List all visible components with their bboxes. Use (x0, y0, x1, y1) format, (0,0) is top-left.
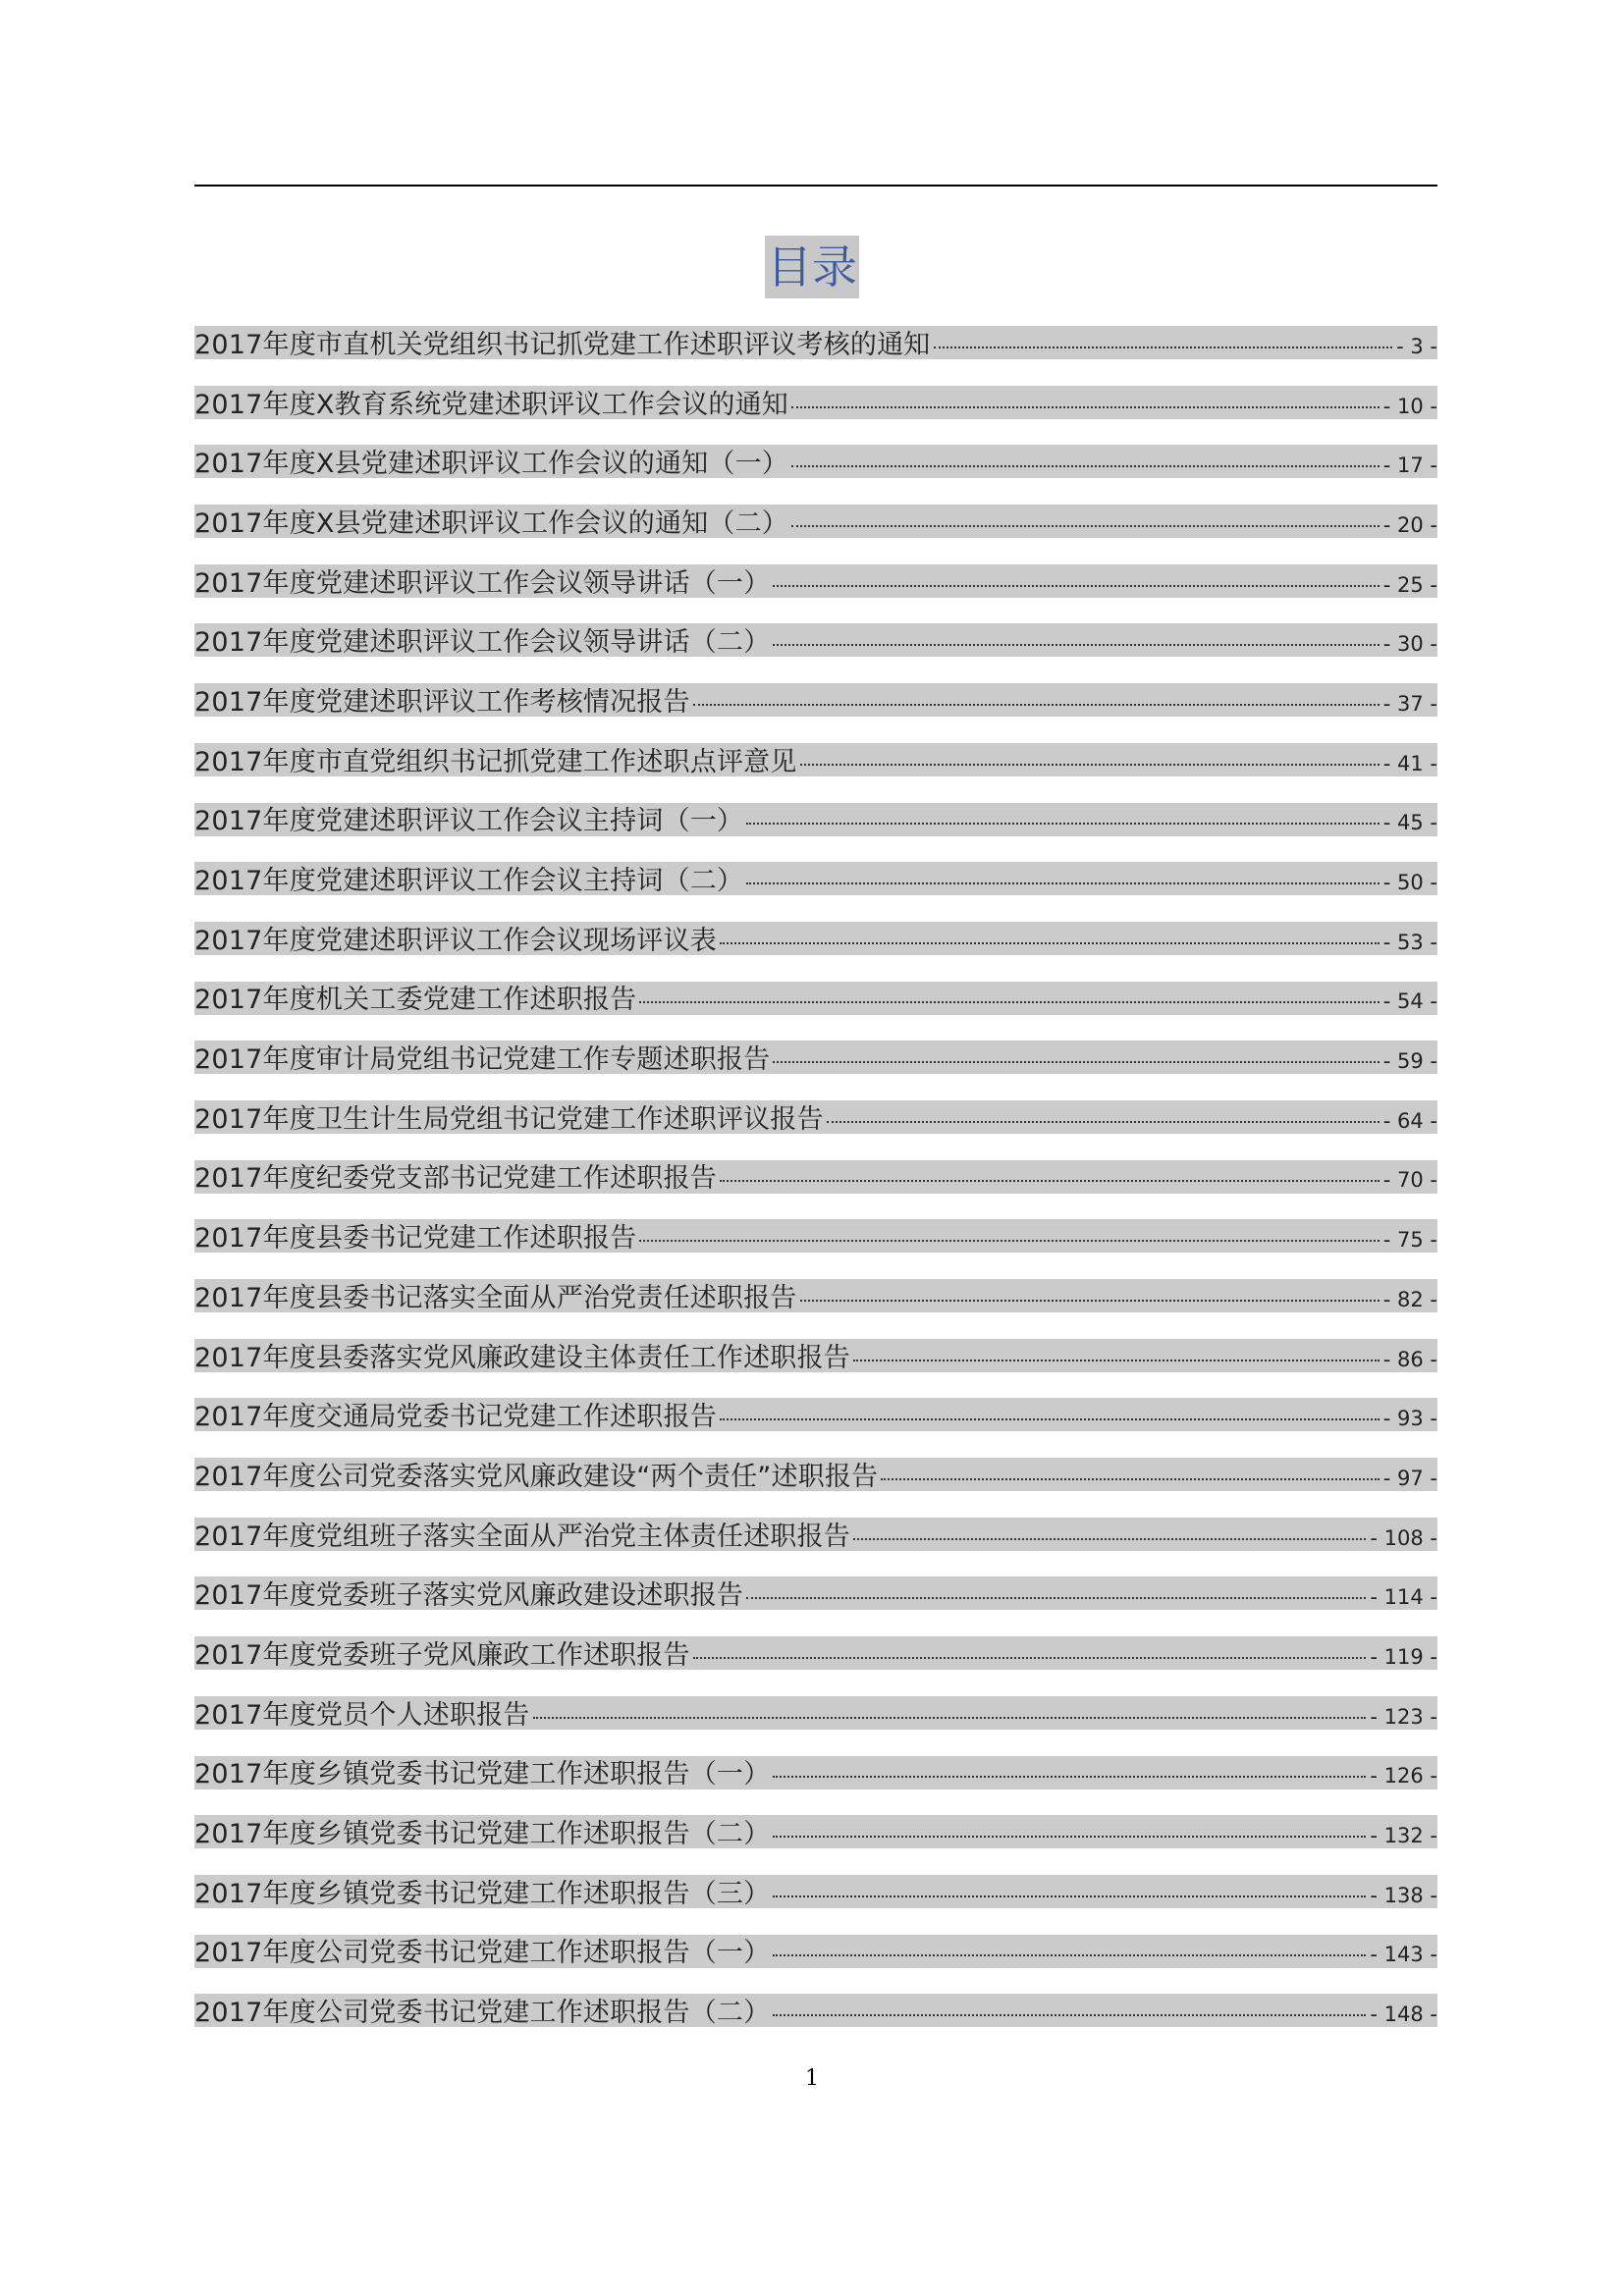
toc-entry-title[interactable]: 2017年度卫生计生局党组书记党建工作述职评议报告 (194, 1103, 824, 1135)
toc-entry[interactable] (194, 848, 1437, 908)
toc-dot-leader (800, 764, 1380, 766)
toc-dot-leader (746, 823, 1380, 825)
toc-entry[interactable] (194, 1325, 1437, 1385)
toc-entry-row (194, 620, 1437, 659)
toc-entry[interactable] (194, 1921, 1437, 1981)
toc-title: 目录 (765, 236, 859, 298)
toc-entry-title[interactable]: 2017年度X县党建述职评议工作会议的通知（一） (194, 449, 789, 480)
toc-dot-leader (773, 1954, 1366, 1956)
toc-dot-leader (693, 1657, 1367, 1659)
toc-entry-row (194, 561, 1437, 600)
toc-entry-title[interactable]: 2017年度公司党委书记党建工作述职报告（一） (194, 1938, 771, 1969)
toc-entry-title[interactable]: 2017年度党建述职评议工作会议现场评议表 (194, 925, 717, 956)
toc-entry-page-number[interactable]: - 70 - (1382, 1168, 1437, 1193)
toc-entry[interactable] (194, 1980, 1437, 2040)
toc-entry-title[interactable]: 2017年度机关工委党建工作述职报告 (194, 985, 637, 1016)
toc-entry[interactable] (194, 1682, 1437, 1742)
toc-entry[interactable] (194, 551, 1437, 611)
toc-entry-title[interactable]: 2017年度乡镇党委书记党建工作述职报告（三） (194, 1878, 771, 1909)
toc-entry-page-number[interactable]: - 97 - (1382, 1466, 1437, 1490)
toc-entry-title[interactable]: 2017年度党组班子落实全面从严治党主体责任述职报告 (194, 1521, 850, 1552)
toc-entry-title[interactable]: 2017年度县委书记落实全面从严治党责任述职报告 (194, 1282, 797, 1313)
toc-entry-row (194, 799, 1437, 837)
toc-entry-page-number[interactable]: - 114 - (1370, 1585, 1437, 1610)
toc-entry-title[interactable]: 2017年度党建述职评议工作会议主持词（一） (194, 806, 744, 837)
toc-entry-title[interactable]: 2017年度公司党委书记党建工作述职报告（二） (194, 1998, 771, 2029)
toc-entry-row (194, 1276, 1437, 1314)
toc-entry-row (194, 1395, 1437, 1433)
toc-entry-page-number[interactable]: - 119 - (1370, 1644, 1437, 1669)
toc-entry[interactable] (194, 968, 1437, 1028)
toc-entry-page-number[interactable]: - 3 - (1396, 334, 1437, 358)
toc-entry-row (194, 859, 1437, 897)
toc-entry-page-number[interactable]: - 123 - (1370, 1704, 1437, 1729)
toc-entry[interactable] (194, 1563, 1437, 1623)
toc-entry-title[interactable]: 2017年度市直党组织书记抓党建工作述职点评意见 (194, 746, 797, 777)
toc-entry-row (194, 1872, 1437, 1910)
toc-entry-title[interactable]: 2017年度县委落实党风廉政建设主体责任工作述职报告 (194, 1342, 850, 1373)
toc-entry[interactable] (194, 1623, 1437, 1682)
toc-dot-leader (773, 1836, 1366, 1838)
toc-dot-leader (800, 1300, 1380, 1302)
toc-entry-title[interactable]: 2017年度市直机关党组织书记抓党建工作述职评议考核的通知 (194, 329, 931, 360)
toc-entry-page-number[interactable]: - 108 - (1370, 1525, 1437, 1550)
toc-entry-title[interactable]: 2017年度审计局党组书记党建工作专题述职报告 (194, 1044, 771, 1076)
toc-entry[interactable] (194, 431, 1437, 491)
toc-entry[interactable] (194, 1861, 1437, 1921)
toc-entry-page-number[interactable]: - 45 - (1382, 811, 1437, 835)
toc-dot-leader (720, 942, 1380, 944)
toc-entry[interactable] (194, 1384, 1437, 1444)
toc-entry-page-number[interactable]: - 93 - (1382, 1407, 1437, 1431)
toc-dot-leader (773, 644, 1379, 646)
toc-entry-title[interactable]: 2017年度X教育系统党建述职评议工作会议的通知 (194, 389, 789, 420)
toc-entry-title[interactable]: 2017年度交通局党委书记党建工作述职报告 (194, 1402, 717, 1433)
toc-dot-leader (881, 1478, 1379, 1480)
toc-dot-leader (773, 2014, 1366, 2016)
toc-entry-row (194, 740, 1437, 778)
toc-dot-leader (934, 347, 1393, 348)
toc-entry[interactable] (194, 669, 1437, 729)
toc-entry[interactable] (194, 1205, 1437, 1265)
toc-dot-leader (853, 1538, 1366, 1540)
toc-entry-row (194, 1752, 1437, 1790)
toc-entry-row (194, 1931, 1437, 1969)
toc-dot-leader (746, 1597, 1366, 1599)
toc-entry[interactable] (194, 1265, 1437, 1325)
toc-entry-page-number[interactable]: - 50 - (1382, 871, 1437, 895)
toc-entry-title[interactable]: 2017年度党建述职评议工作会议领导讲话（一） (194, 567, 771, 599)
page-number: 1 (805, 2066, 819, 2091)
toc-entry[interactable] (194, 372, 1437, 432)
toc-dot-leader (773, 1776, 1366, 1778)
toc-entry-page-number[interactable]: - 64 - (1382, 1108, 1437, 1133)
toc-entry[interactable] (194, 312, 1437, 372)
toc-entry-page-number[interactable]: - 75 - (1382, 1228, 1437, 1253)
toc-entry-row (194, 1991, 1437, 2029)
toc-entry-row (194, 1633, 1437, 1672)
toc-entry[interactable] (194, 1444, 1437, 1504)
toc-dot-leader (773, 585, 1379, 587)
toc-entry-title[interactable]: 2017年度党委班子落实党风廉政建设述职报告 (194, 1580, 744, 1612)
toc-entry-title[interactable]: 2017年度乡镇党委书记党建工作述职报告（二） (194, 1819, 771, 1850)
toc-entry-page-number[interactable]: - 143 - (1370, 1943, 1437, 1967)
toc-entry-page-number[interactable]: - 20 - (1382, 512, 1437, 537)
toc-entry-row (194, 680, 1437, 719)
toc-entry-page-number[interactable]: - 138 - (1370, 1883, 1437, 1907)
toc-entry-title[interactable]: 2017年度党员个人述职报告 (194, 1699, 530, 1731)
toc-dot-leader (853, 1360, 1380, 1362)
toc-entry-title[interactable]: 2017年度X县党建述职评议工作会议的通知（二） (194, 507, 789, 539)
toc-entry-page-number[interactable]: - 59 - (1382, 1049, 1437, 1074)
toc-entry-row (194, 1216, 1437, 1255)
toc-entry[interactable] (194, 1087, 1437, 1147)
toc-entry[interactable] (194, 908, 1437, 968)
toc-entry-title[interactable]: 2017年度乡镇党委书记党建工作述职报告（一） (194, 1759, 771, 1790)
toc-entry[interactable] (194, 1504, 1437, 1564)
toc-entry-row (194, 1515, 1437, 1553)
toc-entry-title[interactable]: 2017年度公司党委落实党风廉政建设“两个责任”述职报告 (194, 1461, 879, 1492)
toc-entry[interactable] (194, 789, 1437, 849)
toc-entry-title[interactable]: 2017年度县委书记党建工作述职报告 (194, 1223, 637, 1255)
toc-entry-page-number[interactable]: - 82 - (1382, 1287, 1437, 1311)
toc-entry-row (194, 1812, 1437, 1850)
toc-dot-leader (746, 882, 1380, 884)
toc-entry[interactable] (194, 491, 1437, 551)
toc-entry-row (194, 1693, 1437, 1732)
header-rule (194, 185, 1437, 187)
table-of-contents (194, 312, 1437, 2040)
toc-dot-leader (639, 1001, 1379, 1003)
toc-dot-leader (533, 1717, 1367, 1719)
toc-entry-row (194, 978, 1437, 1016)
toc-dot-leader (693, 704, 1380, 706)
toc-entry-row (194, 323, 1437, 361)
toc-entry-row (194, 1038, 1437, 1076)
toc-title-container (0, 236, 1624, 298)
toc-entry-row (194, 919, 1437, 957)
toc-dot-leader (791, 406, 1380, 408)
toc-dot-leader (773, 1061, 1379, 1063)
toc-entry[interactable] (194, 1147, 1437, 1206)
toc-dot-leader (791, 525, 1380, 527)
toc-entry-title[interactable]: 2017年度党委班子党风廉政工作述职报告 (194, 1639, 690, 1671)
toc-entry-page-number[interactable]: - 126 - (1370, 1764, 1437, 1789)
toc-entry-row (194, 1097, 1437, 1136)
toc-entry[interactable] (194, 1027, 1437, 1087)
toc-entry-page-number[interactable]: - 25 - (1382, 572, 1437, 597)
toc-entry-row (194, 502, 1437, 540)
toc-entry-title[interactable]: 2017年度党建述职评议工作会议领导讲话（二） (194, 627, 771, 659)
toc-entry-page-number[interactable]: - 132 - (1370, 1824, 1437, 1848)
toc-entry-page-number[interactable]: - 30 - (1382, 632, 1437, 657)
toc-entry-title[interactable]: 2017年度党建述职评议工作会议主持词（二） (194, 866, 744, 897)
toc-dot-leader (720, 1418, 1380, 1420)
toc-dot-leader (773, 1896, 1366, 1897)
toc-entry-row (194, 1455, 1437, 1493)
toc-dot-leader (639, 1240, 1379, 1242)
toc-entry[interactable] (194, 729, 1437, 789)
toc-entry-title[interactable]: 2017年度党建述职评议工作考核情况报告 (194, 686, 690, 718)
toc-entry-page-number[interactable]: - 17 - (1382, 454, 1437, 478)
toc-entry[interactable] (194, 1801, 1437, 1861)
toc-entry-page-number[interactable]: - 54 - (1382, 989, 1437, 1014)
toc-entry[interactable] (194, 1742, 1437, 1802)
toc-entry-page-number[interactable]: - 148 - (1370, 2002, 1437, 2027)
toc-entry-page-number[interactable]: - 53 - (1382, 930, 1437, 954)
toc-entry-row (194, 1574, 1437, 1612)
toc-entry-row (194, 442, 1437, 480)
toc-entry-row (194, 383, 1437, 421)
toc-entry-page-number[interactable]: - 10 - (1382, 394, 1437, 418)
toc-entry-title[interactable]: 2017年度纪委党支部书记党建工作述职报告 (194, 1163, 717, 1195)
toc-dot-leader (791, 465, 1380, 467)
toc-entry-row (194, 1156, 1437, 1195)
toc-entry-page-number[interactable]: - 37 - (1382, 691, 1437, 716)
toc-dot-leader (827, 1121, 1380, 1123)
toc-entry[interactable] (194, 610, 1437, 669)
toc-entry-page-number[interactable]: - 86 - (1382, 1347, 1437, 1371)
toc-dot-leader (720, 1180, 1380, 1182)
toc-entry-page-number[interactable]: - 41 - (1382, 751, 1437, 775)
toc-entry-row (194, 1336, 1437, 1374)
